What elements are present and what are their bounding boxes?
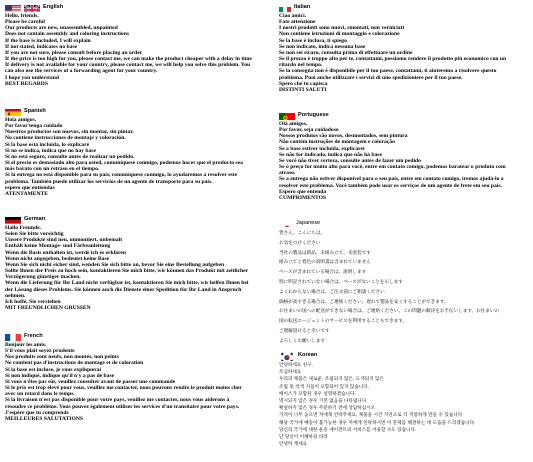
text-line: Ich hoffe, Sie verstehen bbox=[5, 298, 61, 305]
section-italian bbox=[279, 2, 531, 93]
france-flag-icon bbox=[5, 331, 21, 341]
section-french bbox=[5, 331, 273, 422]
text-line: 조립 및 착색 지침이 포함되어 있지 않습니다. bbox=[279, 384, 370, 390]
text-line: más barato con un retraso en el tiempo. bbox=[5, 166, 100, 173]
text-line: Si vous n'êtes pas sûr, veuillez consulter avant de passer une commande bbox=[5, 378, 176, 385]
text-line: avec un retard dans le temps. bbox=[5, 391, 75, 398]
text-line: ご理解頂けると幸いです bbox=[279, 328, 330, 334]
text-line: I nostri prodotti sono nuovi, smontati, non verniciati bbox=[279, 25, 404, 32]
text-line: Bonjour les amis. bbox=[5, 342, 47, 348]
english-header bbox=[5, 2, 273, 12]
text-line: ritardo nel tempo. bbox=[279, 62, 323, 69]
section-german bbox=[5, 214, 273, 311]
text-line: Ciao amici. bbox=[279, 13, 307, 19]
text-line: Si le prix est trop élevé pour vous, veuillez me contacter, nous pouvons rendre le produit moins cher bbox=[5, 385, 242, 392]
text-line: Si non indiqué, indique qu'il n'y a pas de base bbox=[5, 372, 115, 379]
text-line: ATENTAMENTE bbox=[5, 190, 48, 197]
text-line: 組み立てと着色の説明書は含まれていません bbox=[279, 260, 371, 266]
text-line: Our products are new, unassembled, unpainted bbox=[5, 25, 118, 32]
portuguese-text bbox=[279, 121, 531, 201]
section-portuguese bbox=[279, 110, 531, 201]
text-line: Nossos produtos são novos, desmontados, sem pintura bbox=[279, 133, 408, 140]
text-line: お住まいの国への配送ができない場合は、ご連絡ください。この問題の解決をお手伝いします。お住まいの bbox=[279, 309, 500, 315]
korean-label: Korean bbox=[298, 352, 318, 358]
text-line: ベースが含まれている場合は、説明します bbox=[279, 270, 367, 276]
text-line: Hello, friends. bbox=[5, 13, 39, 19]
text-line: Si la livraison n'est pas disponible pour votre pays, veuillez me contacter, nous vous aiderons à bbox=[5, 397, 230, 404]
text-line: よろしくお願いします bbox=[279, 338, 325, 344]
text-line: Sollte Ihnen der Preis zu hoch sein, kontaktieren Sie mich bitte, wir können das Produkt mit zeitlicher bbox=[5, 268, 249, 275]
text-line: nehmen. bbox=[5, 292, 26, 299]
text-line: 해당 국가에 배송이 불가능한 경우 저에게 연락하시면 이 문제를 해결하는 데 도움을 드리겠습니다. bbox=[279, 420, 476, 426]
text-line: 国の転送エージェントのサービスを利用することもできます。 bbox=[279, 319, 408, 325]
text-line: Spero che tu capisca bbox=[279, 80, 328, 87]
text-line: DISTINTI SALUTI bbox=[279, 86, 327, 93]
text-line: 特に明記されていない場合は、ベースがないことを示します bbox=[279, 279, 403, 285]
portuguese-label: Portuguese bbox=[298, 112, 329, 118]
text-line: S'il vous plaît soyez prudente bbox=[5, 348, 75, 355]
text-line: Si la entrega no está disponible para su país, comuníquese conmigo, lo ayudaremos a resolver este bbox=[5, 172, 238, 179]
french-label: French bbox=[24, 333, 43, 339]
text-line: 확실하지 않은 경우 주문하기 전에 상담하십시오 bbox=[279, 406, 376, 412]
text-line: Verzögerung günstiger machen. bbox=[5, 274, 81, 281]
italian-text bbox=[279, 13, 531, 93]
text-line: Seien Sie bitte vorsichtig bbox=[5, 231, 64, 238]
text-line: Se você não tiver certeza, consulte antes de fazer um pedido bbox=[279, 157, 421, 164]
text-line: 난 당신이 이해하길 바라 bbox=[279, 435, 328, 441]
text-line: resolver este problema. Você também pode usar os serviços de um agente de frete em seu país. bbox=[279, 182, 502, 189]
usa-flag-icon bbox=[5, 2, 21, 12]
text-line: Si el precio es demasiado alto para usted, comuníquese conmigo, podemos hacer que el producto sea bbox=[5, 160, 243, 167]
section-spanish bbox=[5, 106, 273, 197]
text-line: Wenn Sie sich nicht sicher sind, wenden Sie sich bitte an, bevor Sie eine Bestellung aufgeben bbox=[5, 261, 225, 268]
text-line: 안녕하세요 친구. bbox=[279, 363, 313, 368]
text-line: お気をつけください bbox=[279, 240, 321, 246]
spanish-label: Spanish bbox=[24, 108, 46, 114]
italian-header bbox=[279, 2, 531, 12]
section-japanese bbox=[279, 218, 531, 347]
text-line: Unsere Produkte sind neu, unmontiert, unbemalt bbox=[5, 237, 123, 244]
uk-flag-icon bbox=[24, 2, 40, 12]
text-line: No contiene instrucciones de montaje y coloración. bbox=[5, 135, 126, 142]
text-line: espero que entiendas bbox=[5, 184, 55, 191]
text-line: Wenn die Lieferung für Ihr Land nicht verfügbar ist, kontaktieren Sie mich bitte, wir helfen Ihnen bei bbox=[5, 280, 249, 287]
text-line: If the price is too high for you, please contact me, we can make the product cheaper with a delay in time bbox=[5, 56, 252, 63]
text-line: Se non sei sicuro, consulta prima di effettuare un ordine bbox=[279, 49, 413, 56]
text-line: 가격이 너무 높으면 저에게 연락주세요, 제품을 시간 지연으로 더 저렴하게 만들 수 있습니다 bbox=[279, 413, 463, 419]
korea-flag-icon bbox=[279, 350, 295, 361]
section-english bbox=[5, 2, 273, 87]
french-text bbox=[5, 342, 273, 422]
french-header bbox=[5, 331, 273, 341]
japan-flag-icon bbox=[281, 219, 293, 227]
text-line: MIT FREUNDLICHEN GRÜSSEN bbox=[5, 305, 91, 312]
text-line: 조심하세요 bbox=[279, 370, 302, 376]
japanese-label: Japanese bbox=[296, 220, 321, 226]
text-line: Fate attenzione bbox=[279, 19, 316, 26]
text-line: Se a base estiver incluída, explicarei bbox=[279, 145, 365, 152]
text-line: Hallo Freunde. bbox=[5, 225, 41, 231]
japanese-header bbox=[279, 218, 531, 228]
text-line: 우리의 제품은 새로운, 조립되지 않은, 도색되지 않은 bbox=[279, 377, 384, 383]
text-line: Se il prezzo è troppo alto per te, contattami, possiamo rendere il prodotto più economico con un bbox=[279, 56, 507, 63]
text-line: Nuestros productos son nuevos, sin montar, sin pintar. bbox=[5, 129, 134, 136]
text-line: Não contém instruções de montagem e coloração bbox=[279, 139, 395, 146]
text-line: Please be careful bbox=[5, 19, 45, 26]
text-line: 당신의 국가에 대한 운송 에이전트의 서비스를 이용할 수도 있습니다. bbox=[279, 427, 417, 433]
english-text bbox=[5, 13, 273, 87]
spain-flag-icon bbox=[5, 106, 21, 116]
text-line: der Lösung dieses Problems. Sie können auch die Dienste einer Spedition für Ihr Land in Anspruch bbox=[5, 286, 242, 293]
text-line: Olá amigos. bbox=[279, 121, 308, 127]
germany-flag-icon bbox=[5, 214, 21, 224]
text-line: Si la base est incluse, je vous expliquerai bbox=[5, 366, 102, 373]
spanish-text bbox=[5, 117, 273, 197]
text-line: 当社の製品は新品、未組み立て、未塗装です bbox=[279, 250, 371, 256]
text-line: atraso. bbox=[279, 170, 296, 177]
text-line: MEILLEURES SALUTATIONS bbox=[5, 415, 83, 422]
text-line: Wenn die Basis enthalten ist, werde ich es erklären bbox=[5, 249, 126, 256]
german-label: German bbox=[24, 216, 46, 222]
text-line: Wenn nicht angegeben, bedeutet keine Base bbox=[5, 255, 110, 262]
text-line: Ne contient pas d'instructions de montage et de coloration bbox=[5, 360, 144, 367]
text-line: 価格が高すぎる場合は、ご連絡ください。遅れて製品を安くすることができます。 bbox=[279, 299, 449, 305]
text-line: Espero que entenda bbox=[279, 188, 327, 195]
text-line: Hola amigos. bbox=[5, 117, 37, 123]
text-line: Does not contain assembly and coloring instructions bbox=[5, 31, 130, 38]
text-line: Se não for indicado, indica que não há base bbox=[279, 151, 382, 158]
text-line: CUMPRIMENTOS bbox=[279, 194, 327, 201]
text-line: 명시되지 않은 경우 기본 없음을 나타냅니다. bbox=[279, 399, 368, 405]
text-line: Por favor, seja cuidadoso bbox=[279, 127, 339, 134]
text-line: Se o preço for muito alto para você, entre em contato comigo, podemos baratear o produto com bbox=[279, 164, 506, 171]
text-line: Enthält keine Montage- und Färbeanleitung bbox=[5, 243, 111, 250]
text-line: can also use the services of a forwarding agent for your country. bbox=[5, 68, 158, 75]
text-line: problema. También puede utilizar los servicios de un agente de transporte para su país. bbox=[5, 178, 213, 185]
text-line: 안녕히 계세요 bbox=[279, 442, 308, 448]
text-line: よくわからない場合は、ご注文前にご相談ください bbox=[279, 289, 385, 295]
english-label: English bbox=[43, 4, 64, 10]
portuguese-header bbox=[279, 110, 531, 120]
text-line: If not stated, indicates no base bbox=[5, 43, 78, 50]
spanish-header bbox=[5, 106, 273, 116]
text-line: Si no se indica, indica que no hay base bbox=[5, 147, 96, 154]
japanese-text bbox=[279, 229, 531, 347]
text-line: Por favor tenga cuidado bbox=[5, 123, 63, 130]
text-line: Se la consegna non è disponibile per il tuo paese, contattami, ti aiuteremo a risolvere questo bbox=[279, 68, 497, 75]
korean-text bbox=[279, 362, 531, 448]
text-line: Si la base está incluida, lo explicaré bbox=[5, 141, 90, 148]
italian-label: Italian bbox=[294, 4, 311, 10]
text-line: If you are not sure, please consult before placing an order bbox=[5, 49, 143, 56]
portugal-flag-icon bbox=[279, 110, 295, 120]
text-line: 皆さん、こんにちは。 bbox=[279, 231, 326, 236]
text-line: Nos produits sont neufs, non montés, non peints bbox=[5, 354, 119, 361]
text-line: Non contiene istruzioni di montaggio e colorazione bbox=[279, 31, 400, 38]
german-header bbox=[5, 214, 273, 224]
text-line: If the base is included, I will explain bbox=[5, 37, 91, 44]
text-line: Si no está seguro, consulte antes de realizar un pedido. bbox=[5, 153, 135, 160]
text-line: Se non indicato, indica nessuna base bbox=[279, 43, 366, 50]
text-line: BEST REGARDS bbox=[5, 80, 48, 87]
text-line: problema. Puoi anche utilizzare i servizi di uno spedizioniere per il tuo paese. bbox=[279, 74, 463, 81]
text-line: résoudre ce problème. Vous pouvez également utiliser les services d'un transitaire pour votre pays. bbox=[5, 403, 240, 410]
korean-header bbox=[279, 349, 531, 361]
text-line: If delivery is not available for your country, please contact me, we will help you solve this problem. You bbox=[5, 62, 251, 69]
italy-flag-icon bbox=[279, 3, 291, 12]
text-line: Se a entrega não estiver disponível para o seu país, entre em contato comigo, iremos ajudá-lo a bbox=[279, 176, 504, 183]
text-line: J'espère que tu comprends bbox=[5, 409, 69, 416]
text-line: 베이스가 포함된 경우 설명하겠습니다. bbox=[279, 391, 356, 397]
text-line: Se la base è inclusa, ti spiego bbox=[279, 37, 347, 44]
text-line: I hope you understand bbox=[5, 74, 59, 81]
section-korean bbox=[279, 349, 531, 448]
german-text bbox=[5, 225, 273, 311]
